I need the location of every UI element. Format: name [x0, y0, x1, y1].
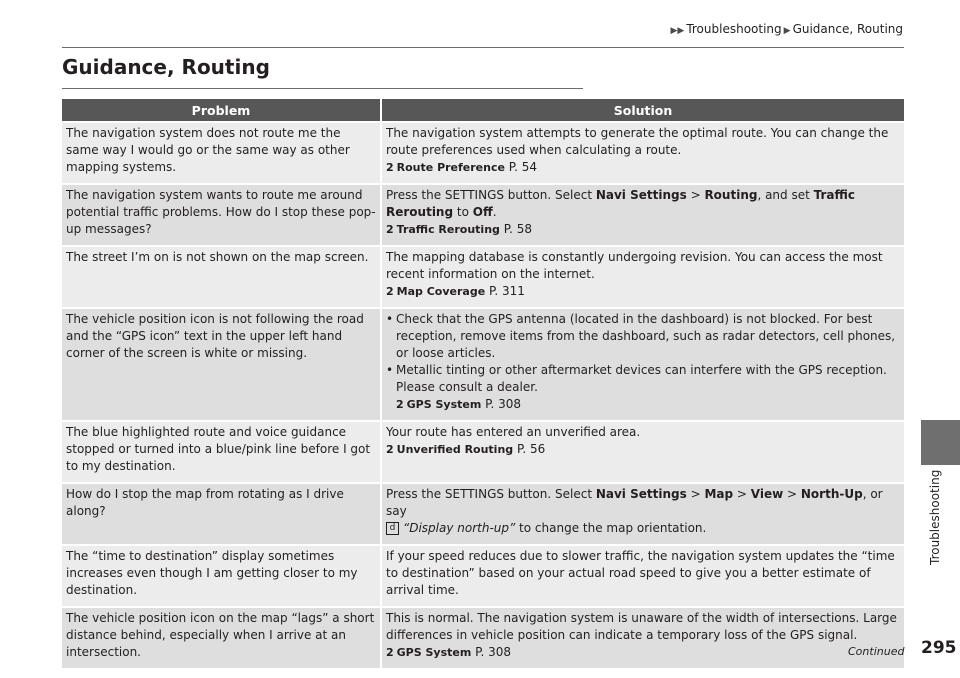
page-number: 295 [921, 638, 957, 658]
solution-text: Press the SETTINGS button. Select [386, 188, 596, 202]
cross-reference-link[interactable] [396, 396, 521, 413]
breadcrumb-item-troubleshooting[interactable]: Troubleshooting [686, 22, 782, 36]
solution-cell [382, 606, 904, 668]
solution-text: Press the SETTINGS button. Select [386, 487, 596, 501]
table-row [62, 307, 904, 420]
section-tab[interactable] [921, 420, 960, 465]
table-row [62, 183, 904, 245]
reference-title: GPS System [396, 646, 472, 659]
ui-term: Navi Settings [595, 188, 687, 202]
voice-command-icon: d [386, 522, 399, 535]
voice-command-text: “Display north-up” [403, 521, 516, 535]
solution-text: The navigation system attempts to generate the optimal route. You can change the route preferences used when calculating a route. [386, 126, 889, 157]
solution-text: , or say [386, 487, 883, 518]
table-row [62, 245, 904, 307]
problem-cell: The navigation system wants to route me around potential traffic problems. How do I stop these pop-up messages? [62, 183, 382, 245]
page-title: Guidance, Routing [62, 55, 270, 79]
reference-arrow-icon: 2 [386, 223, 394, 236]
ui-term: Map [704, 487, 734, 501]
solution-text: This is normal. The navigation system is unaware of the width of intersections. Large differences in vehicle position can indicate a temporary loss of the GPS signal. [386, 611, 897, 642]
reference-title: Route Preference [396, 161, 505, 174]
solution-text: to change the map orientation. [515, 521, 707, 535]
breadcrumb [0, 22, 903, 36]
reference-page: P. 308 [471, 645, 512, 659]
breadcrumb-arrow-icon: ▶▶ [670, 26, 685, 36]
reference-page: P. 54 [504, 160, 538, 174]
breadcrumb-separator-icon: ▶ [783, 26, 791, 36]
ui-term: North-Up [800, 487, 863, 501]
solution-cell [382, 420, 904, 482]
solution-cell [382, 307, 904, 420]
solution-cell [382, 245, 904, 307]
table-row [62, 606, 904, 668]
problem-cell: The “time to destination” display sometimes increases even though I am getting closer to my destination. [62, 544, 382, 606]
cross-reference-link[interactable] [386, 159, 537, 176]
solution-text: > [686, 188, 705, 202]
breadcrumb-item-guidance-routing[interactable]: Guidance, Routing [792, 22, 903, 36]
continued-label: Continued [848, 645, 905, 658]
section-label [918, 470, 960, 570]
ui-term: Navi Settings [595, 487, 687, 501]
table-row [62, 121, 904, 183]
solution-text: Metallic tinting or other aftermarket devices can interfere with the GPS reception. Please consult a dealer. [396, 363, 887, 394]
solution-text: . [492, 205, 497, 219]
reference-arrow-icon: 2 [386, 161, 394, 174]
reference-arrow-icon: 2 [386, 285, 394, 298]
solution-cell [382, 183, 904, 245]
cross-reference-link[interactable] [386, 283, 525, 300]
problem-cell: The navigation system does not route me the same way I would go or the same way as other mapping systems. [62, 121, 382, 183]
table-row [62, 420, 904, 482]
reference-page: P. 308 [481, 397, 522, 411]
solution-text: to [453, 205, 473, 219]
problem-cell: The blue highlighted route and voice guidance stopped or turned into a blue/pink line before I got to my destination. [62, 420, 382, 482]
solution-text: > [733, 487, 751, 501]
reference-arrow-icon: 2 [396, 398, 404, 411]
ui-term: Traffic Rerouting [386, 188, 856, 219]
reference-page: P. 56 [513, 442, 546, 456]
solution-cell [382, 121, 904, 183]
table-row [62, 482, 904, 544]
cross-reference-link[interactable] [386, 644, 511, 661]
solution-text: The mapping database is constantly undergoing revision. You can access the most recent information on the internet. [386, 250, 883, 281]
list-item [386, 362, 900, 413]
table-header-row [62, 99, 904, 121]
reference-title: Unverified Routing [396, 443, 514, 456]
troubleshooting-table [62, 99, 904, 668]
list-item: • Check that the GPS antenna (located in the dashboard) is not blocked. For best reception, remove items from the dashboard, such as radar detectors, cell phones, or loose articles. [386, 311, 900, 362]
solution-text: , and set [757, 188, 814, 202]
cross-reference-link[interactable] [386, 441, 545, 458]
reference-title: Map Coverage [396, 285, 486, 298]
ui-term: Routing [704, 188, 758, 202]
solution-cell [382, 482, 904, 544]
section-label-text: Troubleshooting [928, 469, 942, 565]
reference-arrow-icon: 2 [386, 646, 394, 659]
column-header-problem: Problem [62, 99, 382, 121]
solution-cell: If your speed reduces due to slower traffic, the navigation system updates the “time to destination” based on your actual road speed to give you a better estimate of arrival time. [382, 544, 904, 606]
solution-bullet-list [386, 311, 900, 413]
cross-reference-link[interactable] [386, 221, 532, 238]
reference-title: Traffic Rerouting [396, 223, 500, 236]
ui-term: Off [472, 205, 493, 219]
title-underline [62, 88, 583, 89]
reference-title: GPS System [406, 398, 482, 411]
solution-text: > [686, 487, 705, 501]
table-row [62, 544, 904, 606]
reference-arrow-icon: 2 [386, 443, 394, 456]
header-divider [62, 47, 904, 48]
problem-cell: How do I stop the map from rotating as I drive along? [62, 482, 382, 544]
ui-term: View [750, 487, 784, 501]
solution-text: Your route has entered an unverified area. [386, 425, 641, 439]
problem-cell: The street I’m on is not shown on the map screen. [62, 245, 382, 307]
problem-cell: The vehicle position icon is not following the road and the “GPS icon” text in the upper left hand corner of the screen is white or missing. [62, 307, 382, 420]
reference-page: P. 58 [499, 222, 532, 236]
problem-cell: The vehicle position icon on the map “lags” a short distance behind, especially when I arrive at an intersection. [62, 606, 382, 668]
column-header-solution: Solution [382, 99, 904, 121]
solution-text: > [783, 487, 801, 501]
reference-page: P. 311 [485, 284, 525, 298]
